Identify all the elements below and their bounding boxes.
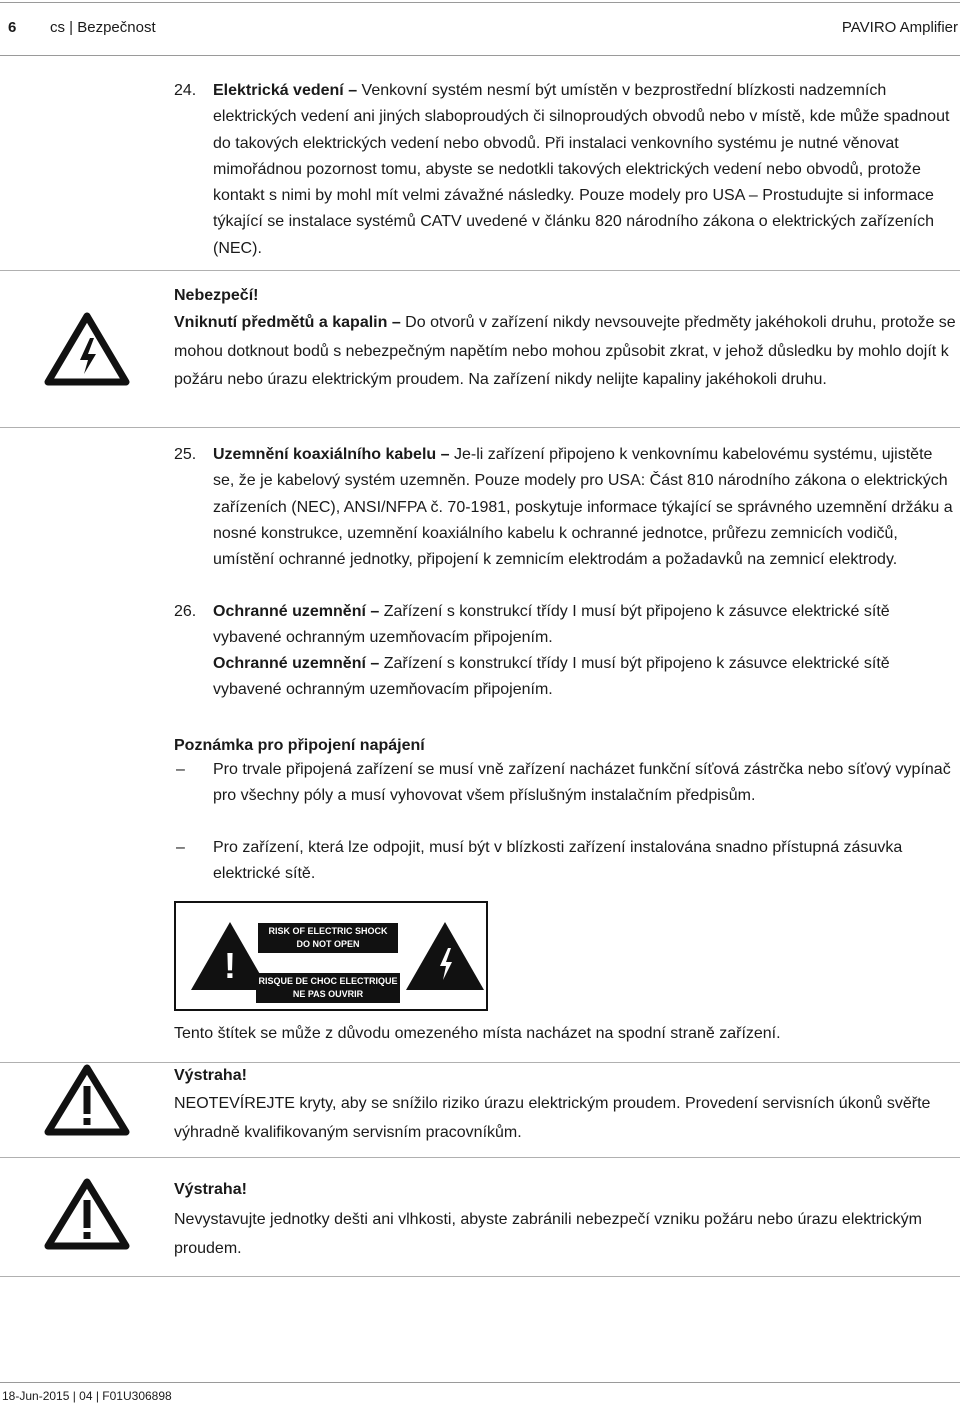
warning-2-heading: Výstraha! <box>174 1181 247 1198</box>
lightning-triangle-icon <box>404 920 486 992</box>
item-26-title: Ochranné uzemnění – <box>213 603 380 620</box>
header-top-rule <box>0 2 960 3</box>
danger-heading: Nebezpečí! <box>174 287 259 304</box>
section-title: cs | Bezpečnost <box>50 19 156 36</box>
warning-label <box>174 901 488 1011</box>
footer-rule <box>0 1382 960 1383</box>
danger-bottom-rule <box>0 427 960 428</box>
item-26-text: Zařízení s konstrukcí třídy I musí být připojeno k zásuvce elektrické sítě vybavené ochranným uzemňovacím připojením. <box>213 603 890 647</box>
item-25-title: Uzemnění koaxiálního kabelu – <box>213 446 450 463</box>
item-26-text-2: Zařízení s konstrukcí třídy I musí být připojeno k zásuvce elektrické sítě vybavené ochranným uzemňovacím připojením. <box>213 655 890 699</box>
general-warning-icon <box>44 1178 130 1250</box>
warning-1-bottom-rule <box>0 1157 960 1158</box>
power-note-bullet-2: Pro zařízení, která lze odpojit, musí být v blízkosti zařízení instalována snadno přístupná zásuvka elektrické sítě. <box>213 839 903 883</box>
danger-top-rule <box>0 270 960 271</box>
item-26-paragraph-2 <box>213 651 958 704</box>
item-26-title-2: Ochranné uzemnění – <box>213 655 380 672</box>
warning-2-bottom-rule <box>0 1276 960 1277</box>
danger-paragraph <box>174 309 958 395</box>
warning-1-top-rule <box>0 1062 960 1063</box>
header-bottom-rule <box>0 55 960 56</box>
power-note-heading: Poznámka pro připojení napájení <box>174 737 425 754</box>
label-line-3: RISQUE DE CHOC ELECTRIQUE <box>258 976 398 986</box>
danger-title: Vniknutí předmětů a kapalin – <box>174 314 401 331</box>
electric-shock-warning-icon <box>44 312 130 386</box>
bullet-mark: – <box>176 839 185 856</box>
product-name: PAVIRO Amplifier <box>841 19 958 36</box>
label-line-2: DO NOT OPEN <box>296 939 360 949</box>
label-caption: Tento štítek se může z důvodu omezeného místa nacházet na spodní straně zařízení. <box>174 1025 781 1042</box>
page-number: 6 <box>8 19 17 36</box>
warning-1-text: NEOTEVÍREJTE kryty, aby se snížilo riziko úrazu elektrickým proudem. Provedení servisních úkonů svěřte výhradně kvalifikovaným servisním pracovníkům. <box>174 1095 931 1141</box>
bullet-mark: – <box>176 761 185 778</box>
item-24-number: 24. <box>174 82 197 99</box>
item-24-text: Venkovní systém nesmí být umístěn v bezprostřední blízkosti nadzemních elektrických vedení ani jiných slaboproudých či silnoproudých obvodů nebo v místě, kde může spadnout do takových elektrických vedení nebo obvodů. Při instalaci venkovního systému je nutné věnovat mimořádnou pozornost tomu, abyste se nedotkli takových elektrických vedení nebo obvodů, protože kontakt s nimi by mohl mít velmi závažné následky. Pouze modely pro USA – Prostudujte si informace týkající se instalace systémů CATV uvedené v článku 820 národního zákona o elektrických zařízeních (NEC). <box>213 82 950 257</box>
item-25-paragraph <box>213 442 958 573</box>
item-25-text: Je-li zařízení připojeno k venkovnímu kabelovému systému, ujistěte se, že je kabelový systém uzemněn. Pouze modely pro USA: Část 810 národního zákona o elektrických zařízeních (NEC), ANSI/NFPA č. 70-1981, poskytuje informace týkající se správného uzemnění držáku a nosné konstrukce, uzemnění koaxiálního kabelu k ochranné jednotce, průřezu zemnicích vodičů, umístění ochranné jednotky, připojení k zemnicím elektrodám a požadavků na zemnicí elektrody. <box>213 446 953 569</box>
label-french-block <box>256 973 400 1003</box>
label-line-1: RISK OF ELECTRIC SHOCK <box>268 926 388 936</box>
footer-text: 18-Jun-2015 | 04 | F01U306898 <box>2 1389 172 1403</box>
general-warning-icon <box>44 1064 130 1136</box>
item-24-paragraph <box>213 78 958 262</box>
item-26-paragraph <box>213 599 958 652</box>
power-note-bullet-1: Pro trvale připojená zařízení se musí vně zařízení nacházet funkční síťová zástrčka nebo síťový vypínač pro všechny póly a musí vyhovovat všem příslušným instalačním předpisům. <box>213 761 951 805</box>
item-25-number: 25. <box>174 446 197 463</box>
label-line-4: NE PAS OUVRIR <box>292 989 364 999</box>
exclamation-mark: ! <box>224 945 236 986</box>
danger-text: Do otvorů v zařízení nikdy nevsouvejte předměty jakéhokoli druhu, protože se mohou dotknout bodů s nebezpečným napětím nebo mohou způsobit zkrat, v jehož důsledku by mohlo dojít k požáru nebo úrazu elektrickým proudem. Na zařízení nikdy nelijte kapaliny jakéhokoli druhu. <box>174 314 956 389</box>
item-26-number: 26. <box>174 603 197 620</box>
warning-2-text: Nevystavujte jednotky dešti ani vlhkosti, abyste zabránili nebezpečí vzniku požáru nebo úrazu elektrickým proudem. <box>174 1211 922 1257</box>
label-english-block <box>258 923 398 953</box>
item-24-title: Elektrická vedení – <box>213 82 358 99</box>
warning-1-heading: Výstraha! <box>174 1067 247 1084</box>
